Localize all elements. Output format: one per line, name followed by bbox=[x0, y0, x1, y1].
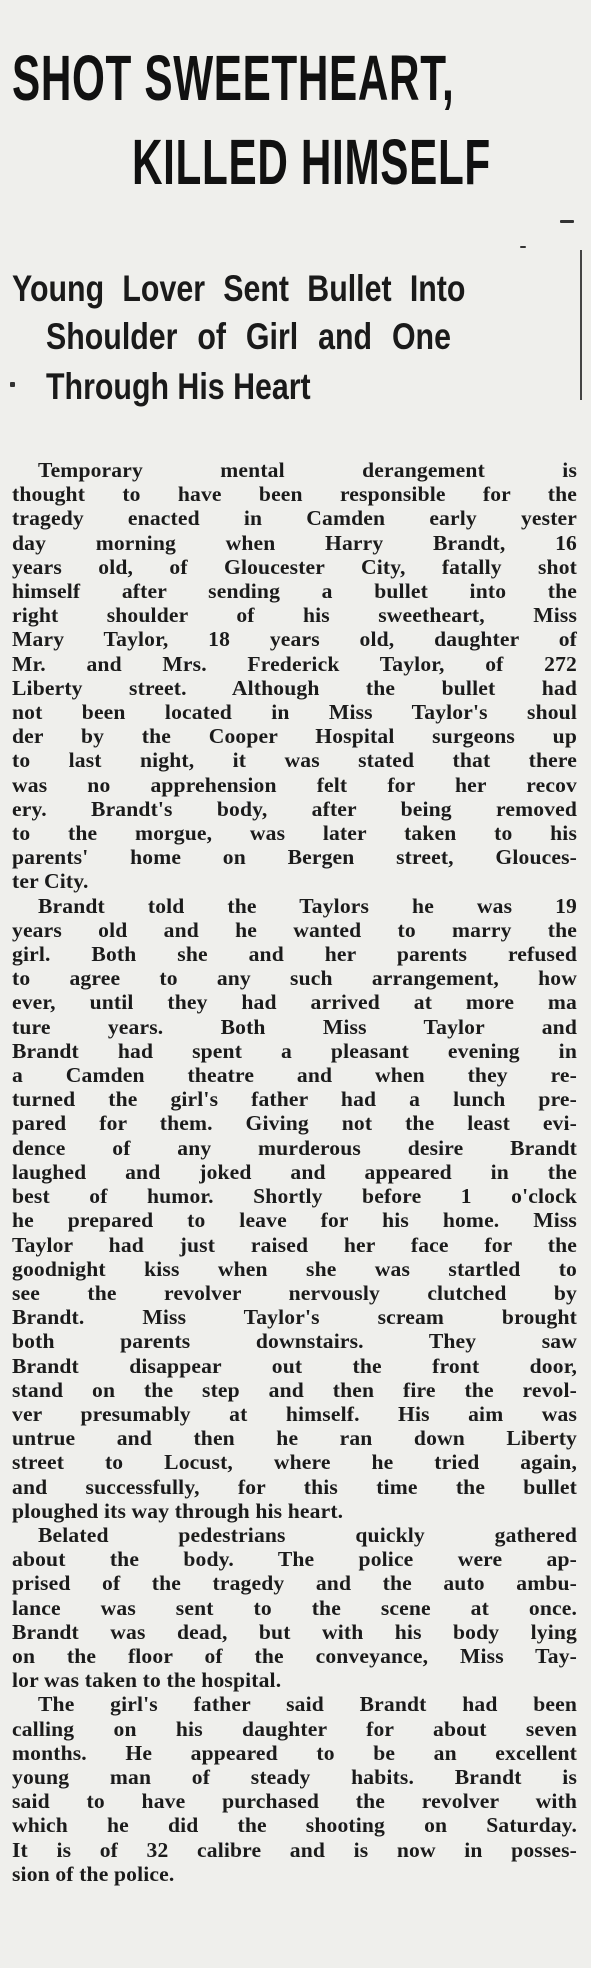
article-line: best of humor. Shortly before 1 o'clock bbox=[12, 1184, 577, 1209]
print-speck bbox=[560, 220, 574, 223]
article-line: Brandt had spent a pleasant evening in bbox=[12, 1038, 577, 1063]
article-line: stand on the step and then fire the revol- bbox=[12, 1377, 577, 1402]
article-line: ever, until they had arrived at more ma bbox=[12, 990, 577, 1015]
article-line: Taylor had just raised her face for the bbox=[12, 1232, 577, 1257]
article-line: pared for them. Giving not the least evi- bbox=[12, 1111, 577, 1136]
article-line: months. He appeared to be an excellent bbox=[12, 1740, 577, 1765]
article-line: not been located in Miss Taylor's shoul bbox=[12, 700, 577, 725]
article-line: himself after sending a bullet into the bbox=[12, 579, 577, 604]
article-line: Mr. and Mrs. Frederick Taylor, of 272 bbox=[12, 651, 577, 676]
article-line: tragedy enacted in Camden early yester bbox=[12, 506, 577, 531]
headline-line-1: SHOT SWEETHEART, bbox=[12, 42, 455, 114]
article-line: calling on his daughter for about seven bbox=[12, 1716, 577, 1741]
article-line: girl. Both she and her parents refused bbox=[12, 942, 577, 967]
article-line: both parents downstairs. They saw bbox=[12, 1329, 577, 1354]
article-line: years old and he wanted to marry the bbox=[12, 917, 577, 942]
article-line: which he did the shooting on Saturday. bbox=[12, 1813, 577, 1838]
deck-line-3: Through His Heart bbox=[46, 366, 311, 407]
article-line: right shoulder of his sweetheart, Miss bbox=[12, 603, 577, 628]
article-line: ery. Brandt's body, after being removed bbox=[12, 796, 577, 821]
article-line: Temporary mental derangement is bbox=[38, 458, 577, 482]
article-line: ter City. bbox=[12, 869, 89, 894]
article-line: young man of steady habits. Brandt is bbox=[12, 1764, 577, 1789]
article-line: ture years. Both Miss Taylor and bbox=[12, 1014, 577, 1039]
article-line: he prepared to leave for his home. Miss bbox=[12, 1208, 577, 1233]
article-line: and successfully, for this time the bullet bbox=[12, 1474, 577, 1499]
article-line: dence of any murderous desire Brandt bbox=[12, 1135, 577, 1160]
article-line: see the revolver nervously clutched by bbox=[12, 1280, 577, 1305]
article-body bbox=[12, 458, 577, 1886]
article-line: Belated pedestrians quickly gathered bbox=[38, 1522, 577, 1547]
article-line: to the morgue, was later taken to his bbox=[12, 821, 577, 846]
article-line: Brandt was dead, but with his body lying bbox=[12, 1619, 577, 1644]
article-line: said to have purchased the revolver with bbox=[12, 1789, 577, 1814]
deck-line-1: Young Lover Sent Bullet Into bbox=[12, 268, 466, 309]
article-line: lor was taken to the hospital. bbox=[12, 1668, 282, 1693]
article-line: about the body. The police were ap- bbox=[12, 1547, 577, 1572]
article-line: It is of 32 calibre and is now in posses- bbox=[12, 1837, 577, 1862]
headline-line-2: KILLED HIMSELF bbox=[132, 126, 491, 198]
article-line: laughed and joked and appeared in the bbox=[12, 1159, 577, 1184]
print-speck bbox=[10, 382, 15, 387]
article-line: goodnight kiss when she was startled to bbox=[12, 1256, 577, 1281]
article-line: Brandt. Miss Taylor's scream brought bbox=[12, 1305, 577, 1330]
print-speck bbox=[520, 246, 526, 248]
article-line: ver presumably at himself. His aim was bbox=[12, 1401, 577, 1426]
article-line: The girl's father said Brandt had been bbox=[38, 1692, 577, 1717]
article-line: sion of the police. bbox=[12, 1861, 175, 1886]
deck-line-2: Shoulder of Girl and One bbox=[46, 316, 451, 357]
article-line: der by the Cooper Hospital surgeons up bbox=[12, 724, 577, 749]
article-line: years old, of Gloucester City, fatally shot bbox=[12, 554, 577, 579]
article-line: to last night, it was stated that there bbox=[12, 748, 577, 773]
article-line: street to Locust, where he tried again, bbox=[12, 1450, 577, 1475]
article-line: a Camden theatre and when they re- bbox=[12, 1063, 577, 1088]
article-line: Brandt told the Taylors he was 19 bbox=[38, 893, 577, 918]
article-line: was no apprehension felt for her recov bbox=[12, 772, 577, 797]
article-line: ploughed its way through his heart. bbox=[12, 1498, 344, 1523]
article-line: thought to have been responsible for the bbox=[12, 482, 577, 507]
column-rule bbox=[580, 250, 582, 400]
article-line: on the floor of the conveyance, Miss Tay- bbox=[12, 1643, 577, 1668]
article-line: to agree to any such arrangement, how bbox=[12, 966, 577, 991]
article-line: day morning when Harry Brandt, 16 bbox=[12, 530, 577, 555]
article-line: Brandt disappear out the front door, bbox=[12, 1353, 577, 1378]
article-line: Mary Taylor, 18 years old, daughter of bbox=[12, 627, 577, 652]
article-line: turned the girl's father had a lunch pre- bbox=[12, 1087, 577, 1112]
article-line: Liberty street. Although the bullet had bbox=[12, 675, 577, 700]
article-line: lance was sent to the scene at once. bbox=[12, 1595, 577, 1620]
article-line: untrue and then he ran down Liberty bbox=[12, 1426, 577, 1451]
article-line: prised of the tragedy and the auto ambu- bbox=[12, 1571, 577, 1596]
article-line: parents' home on Bergen street, Glouces- bbox=[12, 845, 577, 870]
